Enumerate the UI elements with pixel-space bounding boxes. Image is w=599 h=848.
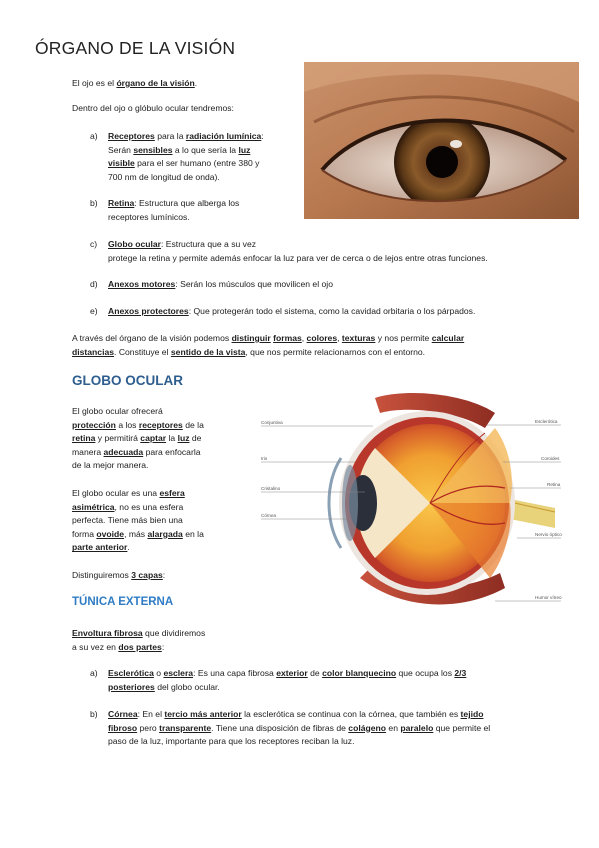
eyeball-diagram <box>255 388 568 613</box>
text: : Serán los músculos que movilicen el ojo <box>175 279 333 289</box>
section-heading-tunica-externa: TÚNICA EXTERNA <box>72 596 174 608</box>
keyword: protección <box>72 419 116 430</box>
label-esclerotica: Esclerótica <box>535 419 558 424</box>
text: , no es una esfera <box>114 501 184 512</box>
keyword: receptores <box>138 419 183 430</box>
keyword: distinguir <box>231 333 271 343</box>
text: forma <box>72 528 97 539</box>
text: 700 nm de longitud de onda). <box>108 171 220 182</box>
keyword: adecuada <box>103 446 144 457</box>
eyeball-diagram-image <box>255 388 568 613</box>
text: El globo ocular es una <box>72 488 160 498</box>
text: para enfocarla <box>143 446 201 457</box>
text: receptores lumínicos. <box>108 211 190 222</box>
keyword: calcular <box>431 333 465 343</box>
keyword: Globo ocular <box>108 239 161 249</box>
label-humor-vitreo: Humor vítreo <box>535 595 562 600</box>
list-item <box>90 305 570 319</box>
list-marker: a) <box>90 131 98 141</box>
label-cornea: Córnea <box>261 513 277 518</box>
text: . Tiene una disposición de fibras de <box>211 722 349 733</box>
keyword: transparente <box>159 722 212 733</box>
text: para la <box>154 131 186 141</box>
list-marker: c) <box>90 239 98 249</box>
globo-paragraph-2 <box>72 487 232 555</box>
keyword: formas <box>273 333 302 343</box>
list-marker: b) <box>90 709 98 719</box>
keyword: ovoide <box>96 528 125 539</box>
keyword: sentido de la vista <box>170 346 246 357</box>
text: pero <box>137 722 160 733</box>
text: : Que protegerán todo el sistema, como la cavidad orbitaria o los párpados. <box>188 306 476 316</box>
label-nervio-optico: Nervio óptico <box>535 532 562 537</box>
keyword: tercio más anterior <box>164 709 242 719</box>
text: : En el <box>137 709 165 719</box>
text: , que nos permite relacionarnos con el entorno. <box>245 346 426 357</box>
text: Serán <box>108 144 134 155</box>
keyword: colores <box>306 333 338 343</box>
text: El ojo es el <box>72 78 117 88</box>
eye-photo <box>304 62 579 219</box>
text: la <box>166 433 178 444</box>
text: y nos permite <box>375 333 432 343</box>
keyword: 2/3 <box>454 668 467 678</box>
keyword: luz <box>177 433 190 444</box>
keyword: Córnea <box>108 709 138 719</box>
keyword: órgano de la visión <box>116 78 195 88</box>
text: que ocupa los <box>396 668 455 678</box>
keyword: exterior <box>276 668 308 678</box>
text: en <box>386 722 401 733</box>
keyword: texturas <box>341 333 376 343</box>
keyword: paralelo <box>400 722 434 733</box>
keyword: tejido <box>460 709 484 719</box>
text: y permitirá <box>95 433 141 444</box>
keyword: dos partes <box>118 641 162 652</box>
label-retina: Retina <box>547 482 561 487</box>
keyword: sensibles <box>133 144 173 155</box>
section-heading-globo: GLOBO OCULAR <box>72 373 183 388</box>
keyword: color blanquecino <box>322 668 397 678</box>
text: . <box>194 78 198 88</box>
page-title: ÓRGANO DE LA VISIÓN <box>35 38 236 58</box>
text: que permite el <box>433 722 491 733</box>
text: Distinguiremos <box>72 570 132 580</box>
keyword: radiación lumínica <box>185 131 262 141</box>
summary-paragraph <box>72 332 562 359</box>
text: El globo ocular ofrecerá <box>72 406 163 416</box>
text: en la <box>182 528 204 539</box>
keyword: asimétrica <box>72 501 115 512</box>
keyword: Anexos motores <box>108 279 176 289</box>
text: . <box>127 542 130 553</box>
keyword: 3 capas <box>131 570 163 580</box>
list-item <box>90 278 570 292</box>
eye-photo-image <box>304 62 579 219</box>
text: a su vez en <box>72 641 119 652</box>
keyword: fibroso <box>108 722 138 733</box>
list-item <box>90 238 570 265</box>
list-item <box>90 197 300 224</box>
keyword: parte anterior <box>72 542 128 553</box>
list-item <box>90 130 300 184</box>
text: : Estructura que alberga los <box>134 198 240 208</box>
keyword: retina <box>72 433 96 444</box>
list-item <box>90 667 560 694</box>
label-iris: Iris <box>261 456 268 461</box>
text: : <box>261 131 264 141</box>
keyword: Anexos protectores <box>108 306 189 316</box>
text: que dividiremos <box>142 628 206 638</box>
text: de <box>307 668 323 678</box>
text: : Estructura que a su vez <box>161 239 257 249</box>
globo-paragraph-1 <box>72 405 232 473</box>
list-item <box>90 708 565 749</box>
keyword: captar <box>140 433 167 444</box>
keyword: distancias <box>72 346 115 357</box>
text: : Es una capa fibrosa <box>193 668 277 678</box>
list-marker: b) <box>90 198 98 208</box>
text: para el ser humano (entre 380 y <box>134 158 260 169</box>
keyword: Esclerótica <box>108 668 154 678</box>
text: , más <box>124 528 148 539</box>
label-cristalino: Cristalino <box>261 486 281 491</box>
keyword: Receptores <box>108 131 155 141</box>
globo-paragraph-3 <box>72 569 165 583</box>
text: paso de la luz, importante para que los receptores reciban la luz. <box>108 736 355 747</box>
text: o <box>153 668 164 678</box>
keyword: colágeno <box>348 722 387 733</box>
text: , <box>301 333 305 343</box>
text: . Constituye el <box>114 346 171 357</box>
tunica-intro <box>72 627 242 654</box>
text: del globo ocular. <box>154 681 220 692</box>
text: de <box>189 433 202 444</box>
text: , <box>337 333 342 343</box>
keyword: posteriores <box>108 681 155 692</box>
text: de la mejor manera. <box>72 460 149 471</box>
list-marker: a) <box>90 668 98 678</box>
text: a lo que sería la <box>172 144 239 155</box>
text: perfecta. Tiene más bien una <box>72 515 183 526</box>
text: a los <box>115 419 139 430</box>
text: : <box>162 570 166 580</box>
intro-list-lead: Dentro del ojo o glóbulo ocular tendremos: <box>72 103 234 113</box>
keyword: visible <box>108 158 135 169</box>
keyword: alargada <box>147 528 183 539</box>
intro-paragraph <box>72 77 197 91</box>
label-conjuntiva: Conjuntiva <box>261 420 283 425</box>
keyword: esclera <box>163 668 194 678</box>
text: A través del órgano de la visión podemos <box>72 333 232 343</box>
list-marker: e) <box>90 306 98 316</box>
list-marker: d) <box>90 279 98 289</box>
label-coroides: Coroides <box>541 456 560 461</box>
text: : <box>161 641 165 652</box>
keyword: Envoltura fibrosa <box>72 628 143 638</box>
text: la esclerótica se continua con la córnea, que también es <box>241 709 461 719</box>
text: protege la retina y permite además enfocar la luz para ver de cerca o de lejos entre otras funciones. <box>108 252 488 263</box>
keyword: esfera <box>159 488 185 498</box>
text: manera <box>72 446 104 457</box>
keyword: Retina <box>108 198 135 208</box>
keyword: luz <box>238 144 251 155</box>
text: de la <box>182 419 204 430</box>
